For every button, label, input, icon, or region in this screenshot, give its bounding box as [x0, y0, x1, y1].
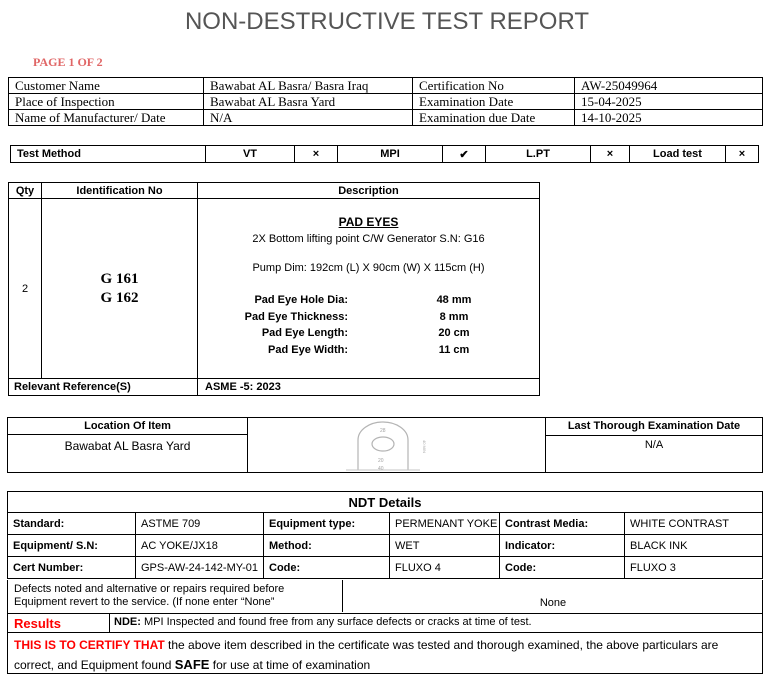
drawing-side-label: 40 MIN: [422, 440, 427, 453]
spec-row: [198, 292, 539, 309]
reference-label: Relevant Reference(S): [9, 379, 198, 396]
qty-header: Qty: [9, 183, 42, 199]
nde-text: MPI Inspected and found free from any surface defects or cracks at time of test.: [143, 616, 532, 628]
ndt-standard-label: Standard:: [8, 513, 136, 535]
ndt-equipment-type-value: PERMENANT YOKE: [390, 513, 500, 535]
exam-date-label: Examination Date: [413, 94, 575, 110]
last-exam-value: N/A: [644, 439, 664, 451]
manufacturer-value: N/A: [204, 110, 413, 126]
method-lpt-name: L.PT: [486, 146, 591, 163]
ndt-indicator-value: BLACK INK: [625, 535, 763, 557]
ndt-equipment-type-label: Equipment type:: [264, 513, 390, 535]
defects-line-2: Equipment revert to the service. (If none enter “None”: [14, 596, 275, 608]
location-section: [7, 417, 763, 473]
ndt-equipment-sn-label: Equipment/ S.N:: [8, 535, 136, 557]
nde-label: NDE:: [114, 616, 141, 628]
report-title: NON-DESTRUCTIVE TEST REPORT: [184, 8, 590, 35]
desc-line-2: Pump Dim: 192cm (L) X 90cm (W) X 115cm (H): [252, 262, 485, 274]
qty-value: 2: [9, 199, 42, 379]
ndt-cert-value: GPS-AW-24-142-MY-01: [136, 557, 264, 579]
spec-row: [198, 325, 539, 342]
spec-value: 48 mm: [436, 294, 472, 306]
spec-label: Pad Eye Width:: [268, 343, 348, 356]
certify-line-1: [14, 636, 762, 655]
certify-text-3: for use at time of examination: [209, 658, 371, 672]
ndt-method-value: WET: [390, 535, 500, 557]
id-header: Identification No: [42, 183, 198, 199]
items-table: [8, 182, 540, 396]
spec-row: [198, 309, 539, 326]
due-date-label: Examination due Date: [413, 110, 575, 126]
ndt-code2-value: FLUXO 3: [625, 557, 763, 579]
test-method-label: Test Method: [11, 146, 206, 163]
place-label: Place of Inspection: [9, 94, 204, 110]
location-label: Location Of Item: [8, 418, 248, 435]
drawing-dim-top: 28: [380, 428, 386, 434]
desc-title: PAD EYES: [338, 215, 399, 229]
spec-label: Pad Eye Length:: [261, 327, 348, 339]
description-cell: [198, 199, 540, 379]
ndt-code2-label: Code:: [500, 557, 625, 579]
spec-list: [198, 292, 539, 358]
defects-section: [7, 580, 763, 614]
method-vt-name: VT: [206, 146, 295, 163]
certify-safe: SAFE: [174, 657, 210, 672]
manufacturer-label: Name of Manufacturer/ Date: [9, 110, 204, 126]
method-vt-mark: ×: [295, 146, 338, 163]
spec-value: 11 cm: [438, 343, 470, 356]
customer-label: Customer Name: [9, 78, 204, 94]
spec-label: Pad Eye Thickness:: [244, 310, 348, 323]
ndt-equipment-sn-value: AC YOKE/JX18: [136, 535, 264, 557]
customer-value: Bawabat AL Basra/ Basra Iraq: [204, 78, 413, 94]
ndt-contrast-label: Contrast Media:: [500, 513, 625, 535]
spec-label: Pad Eye Hole Dia:: [254, 294, 348, 306]
defects-text: [8, 580, 343, 612]
results-label: Results: [8, 614, 110, 632]
identification-cell: [42, 199, 198, 379]
method-lpt-mark: ×: [591, 146, 630, 163]
desc-line-1: 2X Bottom lifting point C/W Generator S.N: G16: [252, 233, 485, 245]
id-line-1: G 161: [100, 270, 139, 287]
ndt-title: NDT Details: [8, 492, 763, 513]
ndt-indicator-label: Indicator:: [500, 535, 625, 557]
page-label: PAGE 1 OF 2: [33, 55, 103, 69]
method-mpi-mark: ✔: [443, 146, 486, 163]
certify-text-2: correct, and Equipment found: [14, 658, 175, 672]
certify-lead: THIS IS TO CERTIFY THAT: [14, 638, 165, 652]
ndt-method-label: Method:: [264, 535, 390, 557]
place-value: Bawabat AL Basra Yard: [204, 94, 413, 110]
ndt-code-label: Code:: [264, 557, 390, 579]
method-load-mark: ×: [726, 146, 759, 163]
cert-label: Certification No: [413, 78, 575, 94]
certify-section: [7, 632, 763, 674]
results-text: [114, 614, 759, 631]
last-exam-section: [545, 418, 762, 472]
drawing-dim-bottom: 40: [378, 466, 384, 472]
cert-value: AW-25049964: [575, 78, 763, 94]
results-section: [7, 613, 763, 633]
desc-header: Description: [198, 183, 540, 199]
spec-value: 20 cm: [438, 327, 470, 339]
reference-value: ASME -5: 2023: [198, 379, 540, 396]
test-method-table: [10, 145, 759, 163]
ndt-code-value: FLUXO 4: [390, 557, 500, 579]
certify-text-1: the above item described in the certificate was tested and thorough examined, the above particulars are: [164, 638, 719, 652]
drawing-dim-mid: 20: [378, 458, 384, 464]
exam-date-value: 15-04-2025: [575, 94, 763, 110]
ndt-standard-value: ASTME 709: [136, 513, 264, 535]
defects-value: None: [539, 597, 567, 609]
pad-eye-drawing: [328, 420, 438, 472]
certify-line-2: [14, 655, 762, 675]
ndt-table: [7, 491, 763, 579]
id-line-2: G 162: [100, 289, 139, 306]
ndt-cert-label: Cert Number:: [8, 557, 136, 579]
defects-line-1: Defects noted and alternative or repairs required before: [14, 583, 285, 595]
info-table: [8, 77, 763, 126]
method-mpi-name: MPI: [338, 146, 443, 163]
last-exam-label: Last Thorough Examination Date: [546, 418, 762, 436]
spec-row: [198, 342, 539, 359]
method-load-name: Load test: [630, 146, 726, 163]
ndt-contrast-value: WHITE CONTRAST: [625, 513, 763, 535]
spec-value: 8 mm: [439, 310, 469, 323]
location-value: Bawabat AL Basra Yard: [8, 435, 248, 472]
due-date-value: 14-10-2025: [575, 110, 763, 126]
